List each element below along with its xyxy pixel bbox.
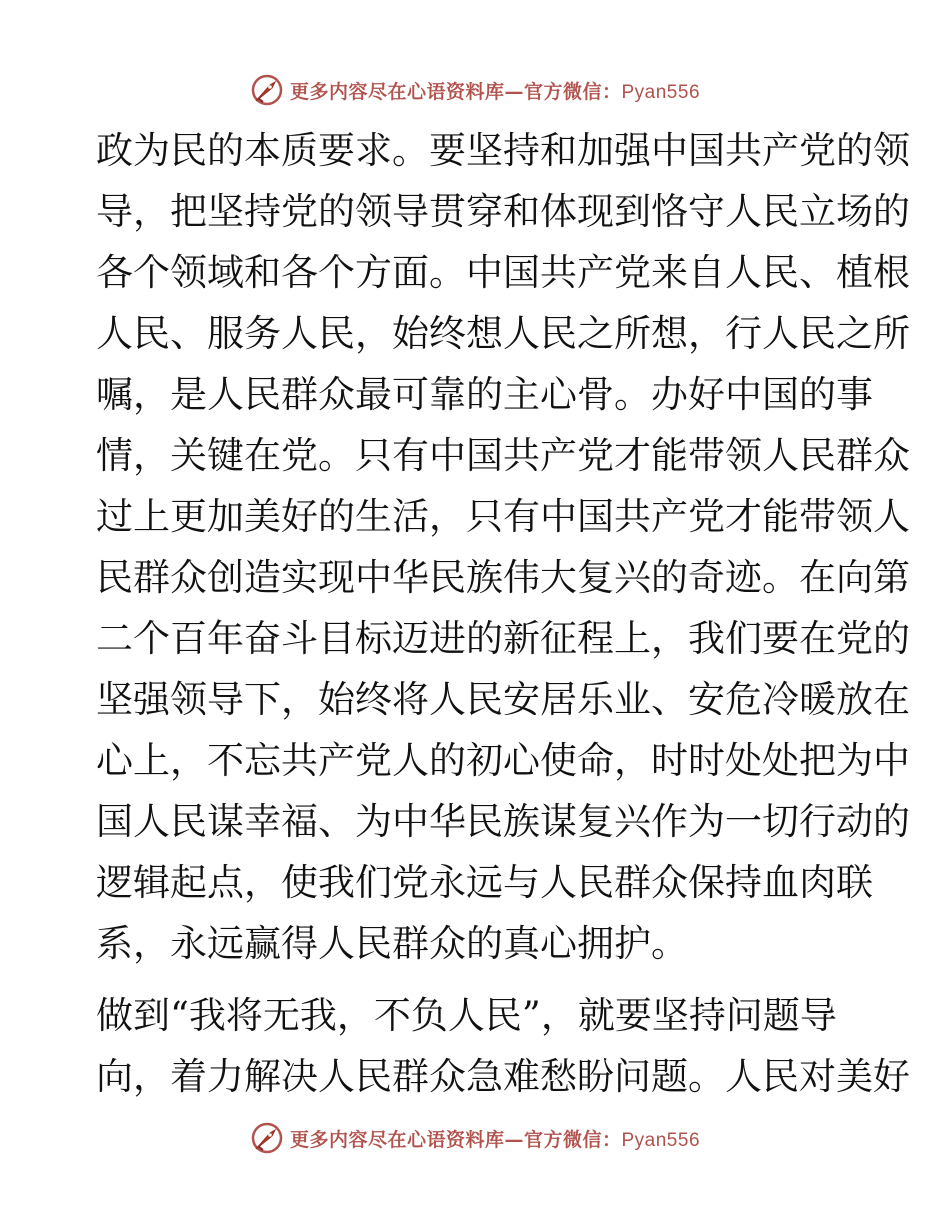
header-banner (0, 70, 950, 110)
pen-nib-logo-icon (250, 1121, 284, 1155)
header-banner-text (290, 77, 700, 104)
text-line: 人民、服务人民，始终想人民之所想，行人民之所 (96, 312, 910, 355)
text-line: 二个百年奋斗目标迈进的新征程上，我们要在党的 (96, 617, 910, 660)
footer-banner-inner (250, 1121, 700, 1155)
text-line: 国人民谋幸福、为中华民族谋复兴作为一切行动的 (96, 800, 910, 843)
text-line: 逻辑起点，使我们党永远与人民群众保持血肉联 (96, 861, 873, 904)
header-wechat-id: Pyan556 (621, 81, 701, 103)
text-line: 系，永远赢得人民群众的真心拥护。 (96, 922, 688, 965)
text-line: 情，关键在党。只有中国共产党才能带领人民群众 (96, 434, 910, 477)
text-line: 过上更加美好的生活，只有中国共产党才能带领人 (96, 495, 910, 538)
text-line: 导，把坚持党的领导贯穿和体现到恪守人民立场的 (96, 190, 910, 233)
header-banner-label: 更多内容尽在心语资料库—官方微信： (289, 80, 622, 103)
footer-banner (0, 1118, 950, 1158)
text-line: 各个领域和各个方面。中国共产党来自人民、植根 (96, 251, 910, 294)
text-line: 做到“我将无我，不负人民”，就要坚持问题导 (96, 994, 837, 1037)
document-body (96, 120, 910, 1107)
paragraph (96, 120, 910, 974)
paragraph (96, 985, 910, 1107)
footer-banner-text (290, 1125, 700, 1152)
text-line: 民群众创造实现中华民族伟大复兴的奇迹。在向第 (96, 556, 910, 599)
text-line: 心上，不忘共产党人的初心使命，时时处处把为中 (96, 739, 910, 782)
paragraph-gap (96, 974, 856, 985)
footer-wechat-id: Pyan556 (621, 1129, 701, 1151)
text-line: 坚强领导下，始终将人民安居乐业、安危冷暖放在 (96, 678, 910, 721)
header-banner-inner (250, 73, 700, 107)
footer-banner-label: 更多内容尽在心语资料库—官方微信： (289, 1128, 622, 1151)
text-line: 政为民的本质要求。要坚持和加强中国共产党的领 (96, 129, 910, 172)
text-line: 嘱，是人民群众最可靠的主心骨。办好中国的事 (96, 373, 873, 416)
pen-nib-logo-icon (250, 73, 284, 107)
text-line: 向，着力解决人民群众急难愁盼问题。人民对美好 (96, 1055, 910, 1098)
